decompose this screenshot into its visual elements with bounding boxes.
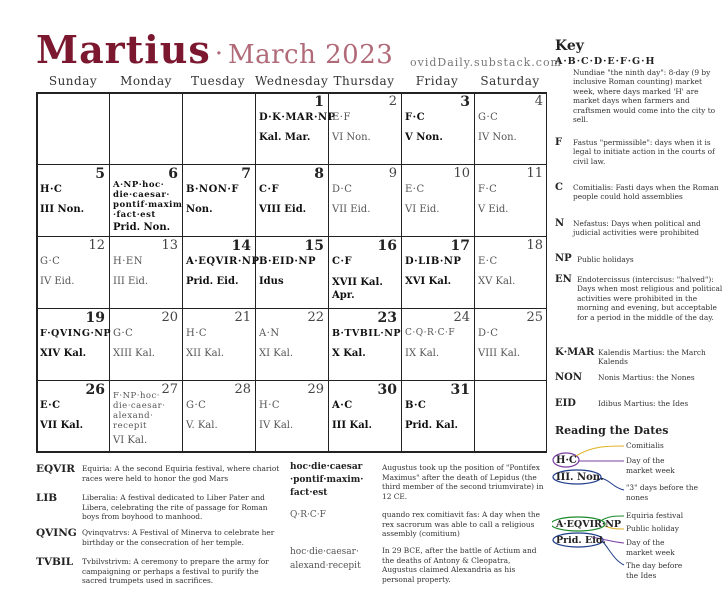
day-number: 11: [526, 166, 543, 181]
day-date: Non.: [186, 204, 213, 215]
day-code: H·C: [40, 184, 63, 195]
title-month: Martius: [36, 27, 211, 72]
key-desc-non: Nonis Martius: the Nones: [598, 373, 695, 382]
day-code: D·C: [332, 184, 353, 195]
glossary-term-tvbil: TVBIL: [36, 556, 74, 568]
day-cell-29[interactable]: [255, 380, 328, 452]
day-cell-30[interactable]: [328, 380, 401, 452]
day-cell-15[interactable]: [255, 236, 328, 308]
day-code: B·TVBIL·NP: [332, 328, 402, 339]
day-number: 25: [526, 310, 543, 325]
weekday-sunday: Sunday: [48, 74, 98, 88]
glossary2-term-pontif: hoc·die·caesar ·pontif·maxim· fact·est: [290, 462, 364, 498]
day-cell-16[interactable]: [328, 236, 401, 308]
day-date: XIII Kal.: [113, 348, 155, 359]
day-number: 31: [450, 382, 470, 398]
day-cell-19[interactable]: [36, 308, 112, 380]
key-desc-f: Fastus "permissible": days when it is legal to initiate action in the courts of civil law.: [573, 138, 715, 166]
key-desc-np: Public holidays: [577, 255, 634, 264]
day-date: III Eid.: [113, 276, 149, 287]
day-cell-23[interactable]: [328, 308, 401, 380]
reading-ex1-label3: "3" days before the nones: [626, 483, 698, 502]
day-code: A·N: [259, 328, 280, 339]
key-term-non: NON: [555, 372, 582, 383]
day-number: 13: [161, 238, 178, 253]
key-term-eid: EID: [555, 398, 576, 409]
day-code: G·C: [113, 328, 134, 339]
title-subtitle: March 2023: [228, 40, 394, 70]
glossary2-term-alexand: hoc·die·caesar· alexand·recepit: [290, 547, 361, 571]
day-date: XIV Kal.: [40, 348, 87, 359]
day-code: B·NON·F: [186, 184, 240, 195]
day-cell-4[interactable]: [474, 92, 547, 164]
day-date: XVI Kal.: [405, 276, 452, 287]
glossary2-desc-alexand: In 29 BCE, after the battle of Actium and the deaths of Antony & Cleopatra, Augustus claimed Alexandria as his personal property.: [382, 546, 537, 584]
glossary-term-qving: QVING: [36, 527, 77, 539]
day-date: Prid. Non.: [113, 222, 171, 233]
day-code: C·Q·R·C·F: [405, 328, 456, 338]
reading-ex2-label4: The day before the Ides: [626, 561, 683, 580]
day-date: XV Kal.: [478, 276, 516, 287]
key-term-f: F: [555, 137, 563, 148]
key-desc-kmar: Kalendis Martius: the March Kalends: [598, 348, 706, 367]
day-number: 12: [88, 238, 105, 253]
day-cell-28[interactable]: [182, 380, 255, 452]
day-number: 4: [534, 94, 543, 109]
reading-title: Reading the Dates: [555, 424, 669, 437]
day-cell-27[interactable]: [109, 380, 182, 452]
website-link[interactable]: ovidDaily.substack.com: [410, 56, 562, 69]
day-number: 20: [161, 310, 178, 325]
day-number: 19: [85, 310, 105, 326]
day-number: 22: [307, 310, 324, 325]
day-date: XVII Kal. Apr.: [332, 277, 383, 301]
weekday-monday: Monday: [120, 74, 172, 88]
key-term-np: NP: [555, 253, 572, 264]
weekday-saturday: Saturday: [480, 74, 540, 88]
day-code: C·F: [332, 256, 353, 267]
glossary-desc-eqvir: Equiria: A the second Equiria festival, where chariot races were held to honor the god Mars: [82, 464, 280, 483]
day-code: H·C: [186, 328, 208, 339]
day-cell-12[interactable]: [36, 236, 109, 308]
day-cell-11[interactable]: [474, 164, 547, 236]
day-date: IX Kal.: [405, 348, 440, 359]
key-letters-desc: Nundiae "the ninth day": 8-day (9 by inclusive Roman counting) market week, where days marked 'H' are market days when farmers and craftsmen would come into the city to sell.: [573, 68, 716, 125]
connector-comitialis: [576, 446, 624, 456]
day-date: Idus: [259, 276, 284, 287]
day-code: G·C: [40, 256, 61, 267]
day-code: F·QVING·NP: [40, 328, 112, 339]
day-code: C·F: [259, 184, 280, 195]
day-date: Kal. Mar.: [259, 132, 311, 143]
day-code: A·EQVIR·NP: [186, 256, 260, 267]
day-cell-7[interactable]: [182, 164, 255, 236]
reading-ex1-label1: Comitialis: [626, 441, 664, 450]
reading-ex1-line1: H·C: [556, 455, 577, 466]
day-number: 30: [377, 382, 397, 398]
key-term-en: EN: [555, 274, 572, 285]
glossary-desc-tvbil: Tvbilvstrivm: A ceremony to prepare the army for campaigning or perhaps a festival to purify the sacred trumpets used in sacrifices.: [82, 557, 269, 586]
day-code: F·C: [478, 184, 498, 195]
day-number: 3: [460, 94, 470, 110]
weekday-wednesday: Wednesday: [255, 74, 329, 88]
day-code: D·LIB·NP: [405, 256, 462, 267]
glossary-term-lib: LIB: [36, 492, 58, 504]
day-date: VII Kal.: [40, 420, 84, 431]
day-code: B·C: [405, 400, 427, 411]
reading-ex2-line2: Prid. Eid.: [556, 535, 606, 546]
day-cell-22[interactable]: [255, 308, 328, 380]
day-number: 26: [85, 382, 105, 398]
day-code: B·EID·NP: [259, 256, 317, 267]
day-date: X Kal.: [332, 348, 366, 359]
day-cell-1[interactable]: [255, 92, 336, 164]
day-number: 10: [453, 166, 470, 181]
key-term-c: C: [555, 182, 563, 193]
day-cell-6[interactable]: [109, 164, 182, 236]
day-cell-17[interactable]: [401, 236, 474, 308]
day-code: G·C: [186, 400, 207, 411]
day-number: 17: [450, 238, 470, 254]
day-date: V Non.: [405, 132, 443, 143]
key-desc-en: Endotercissus (intercisus: "halved"): Days when most religious and political activities were prohibited in the morning and evening, but acceptable for a period in the middle of the day.: [577, 275, 723, 322]
day-number: 7: [241, 166, 251, 182]
day-cell-25[interactable]: [474, 308, 547, 380]
day-cell-13[interactable]: [109, 236, 182, 308]
day-date: III Non.: [40, 204, 85, 215]
day-number: 28: [234, 382, 251, 397]
day-cell-3[interactable]: [401, 92, 474, 164]
day-date: IV Non.: [478, 132, 517, 143]
key-title: Key: [555, 38, 584, 54]
key-letters: A·B·C·D·E·F·G·H: [555, 56, 656, 67]
reading-ex2-line1: A·EQVIR·NP: [556, 519, 622, 530]
title-separator: ·: [215, 43, 223, 64]
day-code: F·NP·hoc· die·caesar· alexand· recepit: [113, 391, 166, 431]
day-number: 8: [314, 166, 324, 182]
calendar-grid: [36, 92, 547, 452]
key-term-kmar: K·MAR: [555, 347, 595, 358]
page-title: [36, 27, 393, 72]
day-date: VI Kal.: [113, 435, 148, 446]
day-cell-8[interactable]: [255, 164, 328, 236]
day-number: 18: [526, 238, 543, 253]
reading-ex2-label3: Day of the market week: [626, 538, 675, 557]
day-code: G·C: [478, 112, 499, 123]
day-code: E·C: [478, 256, 498, 267]
day-number: 27: [161, 382, 178, 397]
day-date: VIII Kal.: [478, 348, 521, 359]
day-cell-14[interactable]: [182, 236, 260, 308]
day-code: F·C: [405, 112, 426, 123]
day-cell-10[interactable]: [401, 164, 474, 236]
day-date: VII Eid.: [332, 204, 371, 215]
day-code: A·C: [332, 400, 353, 411]
day-cell-24[interactable]: [401, 308, 474, 380]
day-number: 23: [377, 310, 397, 326]
reading-ex1-line2: III. Non.: [556, 472, 604, 483]
key-desc-c: Comitialis: Fasti days when the Roman people could hold assemblies: [573, 183, 719, 202]
day-number: 15: [304, 238, 324, 254]
day-cell-21[interactable]: [182, 308, 255, 380]
day-date: Prid. Eid.: [186, 276, 239, 287]
day-number: 5: [95, 166, 105, 182]
day-number: 29: [307, 382, 324, 397]
key-term-n: N: [555, 218, 565, 229]
day-number: 16: [377, 238, 397, 254]
day-date: VIII Eid.: [259, 204, 307, 215]
day-cell-2[interactable]: [328, 92, 401, 164]
day-cell-20[interactable]: [109, 308, 182, 380]
day-cell-26[interactable]: [36, 380, 109, 452]
key-desc-n: Nefastus: Days when political and judicial activities were prohibited: [573, 219, 701, 238]
day-date: VI Non.: [332, 132, 371, 143]
day-code: D·K·MAR·NP: [259, 112, 336, 123]
glossary-desc-qving: Qvinqvatrvs: A Festival of Minerva to celebrate her birthday or the consecration of her temple.: [82, 528, 275, 547]
glossary2-term-qrcf: Q·R·C·F: [290, 510, 326, 520]
day-code: E·C: [40, 400, 61, 411]
day-date: VI Eid.: [405, 204, 440, 215]
day-number: 6: [168, 166, 178, 182]
day-code: H·EN: [113, 256, 143, 267]
reading-ex2-label1: Equiria festival: [626, 511, 684, 520]
day-date: Prid. Kal.: [405, 420, 458, 431]
connector-ides: [603, 542, 624, 565]
day-code: H·C: [259, 400, 281, 411]
day-number: 9: [388, 166, 397, 181]
day-code: E·C: [405, 184, 425, 195]
connector-nones: [601, 478, 624, 490]
reading-ex2-label2: Public holiday: [626, 524, 679, 533]
day-cell-18[interactable]: [474, 236, 547, 308]
glossary-desc-lib: Liberalia: A festival dedicated to Liber Pater and Libera, celebrating the rite of passage for Roman boys from boyhood to manhood.: [82, 493, 268, 522]
day-date: V. Kal.: [186, 420, 218, 431]
glossary-term-eqvir: EQVIR: [36, 463, 75, 475]
reading-ex1-label2: Day of the market week: [626, 456, 675, 475]
day-date: IV Kal.: [259, 420, 294, 431]
day-code: E·F: [332, 112, 351, 123]
day-date: III Kal.: [332, 420, 372, 431]
day-code: A·NP·hoc· die·caesar· pontif·maxim ·fact·est: [113, 180, 183, 220]
day-date: XI Kal.: [259, 348, 294, 359]
day-number: 14: [231, 238, 251, 254]
key-desc-eid: Idibus Martius: the Ides: [598, 399, 689, 408]
day-cell-9[interactable]: [328, 164, 401, 236]
day-cell-31[interactable]: [401, 380, 474, 452]
day-code: D·C: [478, 328, 499, 339]
day-number: 21: [234, 310, 251, 325]
weekday-friday: Friday: [415, 74, 459, 88]
day-date: V Eid.: [478, 204, 509, 215]
weekday-tuesday: Tuesday: [190, 74, 246, 88]
day-number: 1: [314, 94, 324, 110]
day-date: IV Eid.: [40, 276, 75, 287]
day-date: XII Kal.: [186, 348, 225, 359]
glossary2-desc-qrcf: quando rex comitiavit fas: A day when the rex sacrorum was able to call a religious assembly (comitium): [382, 510, 540, 539]
glossary2-desc-pontif: Augustus took up the position of "Pontifex Maximus" after the death of Lepidus (the third member of the second triumvirate) in 12 CE.: [382, 463, 544, 501]
day-number: 2: [388, 94, 397, 109]
weekday-thursday: Thursday: [333, 74, 395, 88]
day-number: 24: [453, 310, 470, 325]
day-cell-5[interactable]: [36, 164, 109, 236]
